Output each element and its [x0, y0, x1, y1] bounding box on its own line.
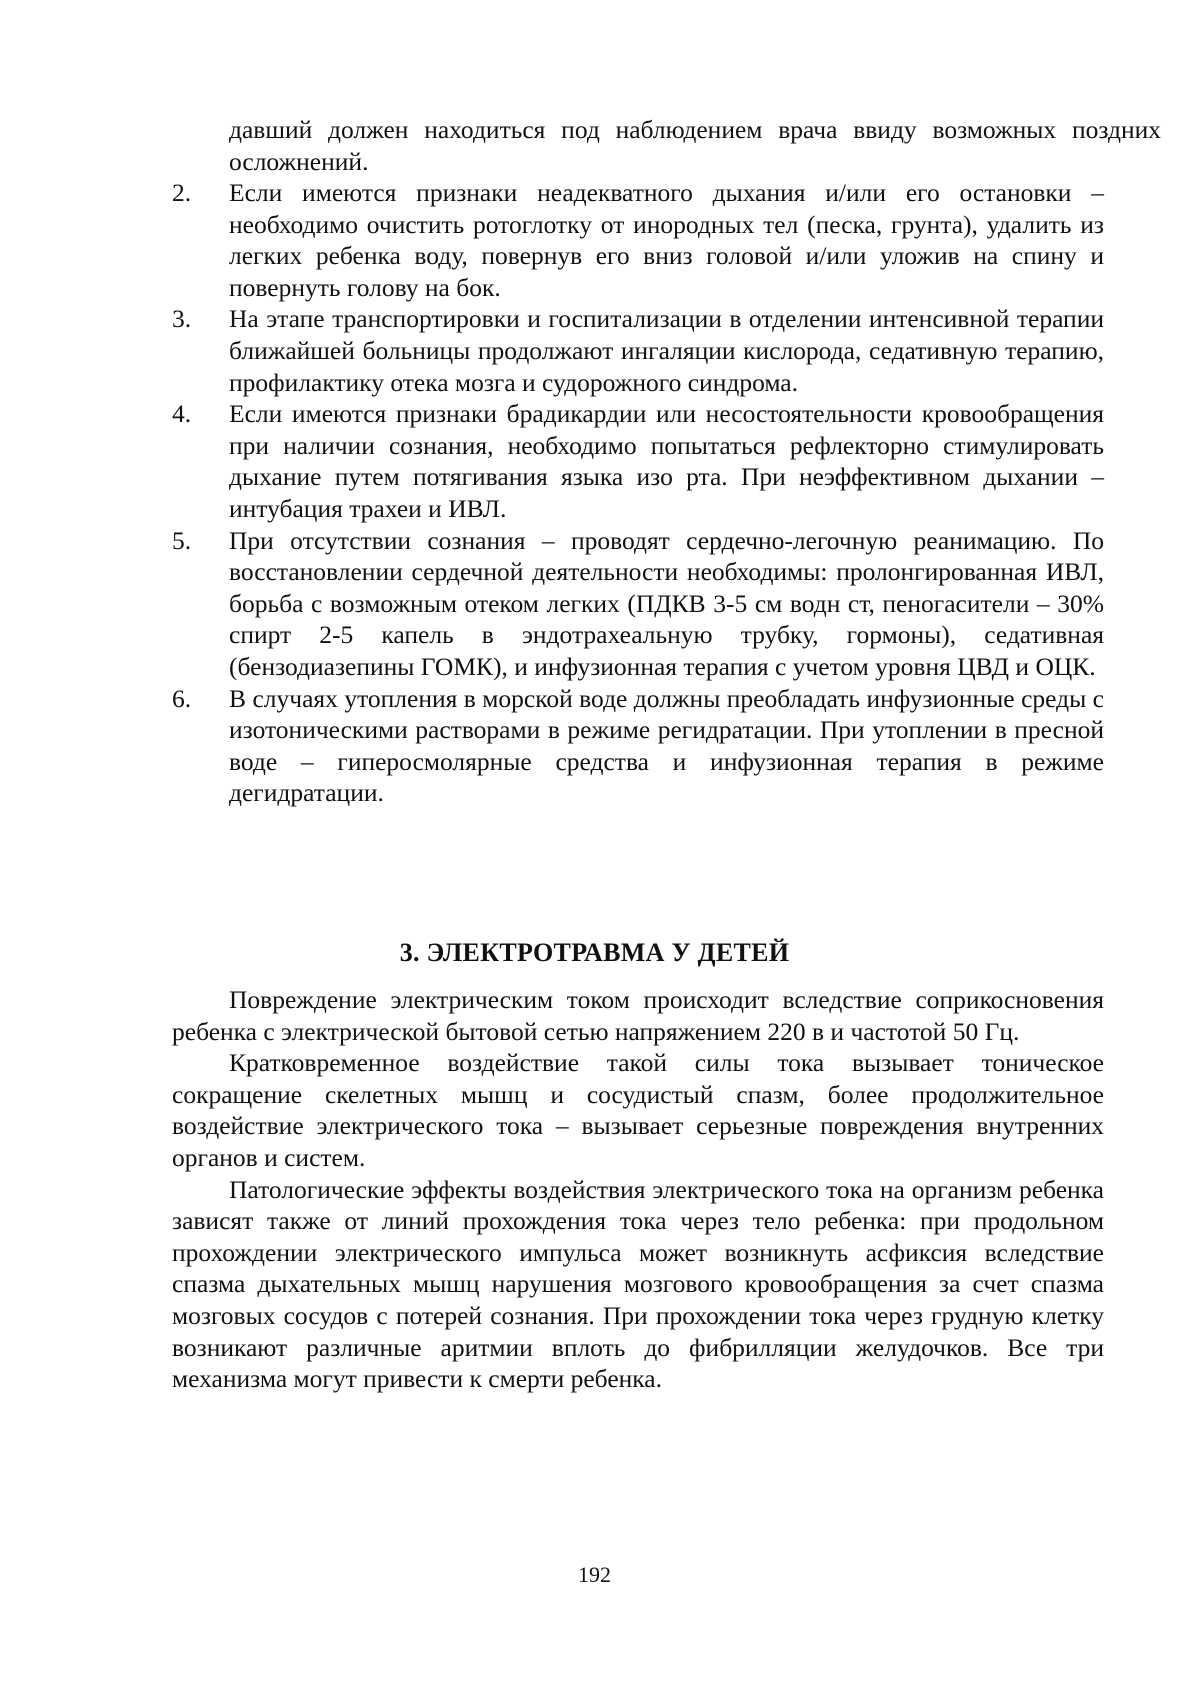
- list-item-text: Если имеются признаки брадикардии или несостоятельности кровообращения при наличии сознания, необходимо попытаться рефлекторно стимулировать дыхание путем потягивания языка изо рта. При неэффективном дыхании – интубация трахеи и ИВЛ.: [229, 399, 1104, 523]
- list-item: [172, 177, 1104, 303]
- paragraph: Повреждение электрическим током происходит вследствие соприкосновения ребенка с электрической бытовой сетью напряжением 220 в и частотой 50 Гц.: [172, 985, 1104, 1046]
- list-item: [172, 398, 1104, 524]
- list-item-number: 2.: [172, 178, 192, 207]
- list-item: [172, 303, 1104, 398]
- list-item-text: В случаях утопления в морской воде должны преобладать инфузионные среды с изотоническими растворами в режиме регидратации. При утоплении в пресной воде – гиперосмолярные средства и инфузионная терапия в режиме дегидратации.: [229, 683, 1104, 808]
- list-item-text: На этапе транспортировки и госпитализации в отделении интенсивной терапии ближайшей больницы продолжают ингаляции кислорода, седативную терапию, профилактику отека мозга и судорожного синдрома.: [229, 304, 1104, 397]
- list-item-text: Если имеются признаки неадекватного дыхания и/или его остановки – необходимо очистить ротоглотку от инородных тел (песка, грунта), удалить из легких ребенка воду, повернув его вниз головой и/или уложив на спину и повернуть голову на бок.: [229, 178, 1104, 302]
- paragraph: Кратковременное воздействие такой силы тока вызывает тоническое сокращение скелетных мышц и сосудистый спазм, более продолжительное воздействие электрического тока – вызывает серьезные повреждения внутренних органов и систем.: [172, 1048, 1104, 1172]
- list-item-number: 4.: [172, 399, 192, 429]
- section-heading: 3. ЭЛЕКТРОТРАВМА У ДЕТЕЙ: [399, 937, 790, 967]
- paragraph: Патологические эффекты воздействия электрического тока на организм ребенка зависят также от линий прохождения тока через тело ребенка: при продольном прохождении электрического импульса может возникнуть асфиксия вследствие спазма дыхательных мышц нарушения мозгового кровообращения за счет спазма мозговых сосудов с потерей сознания. При прохождении тока через грудную клетку возникают различные аритмии вплоть до фибрилляции желудочков. Все три механизма могут привести к смерти ребенка.: [172, 1174, 1104, 1394]
- list-item-number: 3.: [172, 304, 192, 334]
- list-item-number: 5.: [172, 525, 192, 555]
- page-number: 192: [578, 1562, 611, 1587]
- list-item: [172, 525, 1104, 683]
- list-item-number: 6.: [172, 683, 192, 713]
- section-body: [172, 984, 1104, 1395]
- numbered-list: [172, 177, 1104, 809]
- list-item-text: При отсутствии сознания – проводят сердечно-легочную реанимацию. По восстановлении сердечной деятельности необходимы: пролонгированная ИВЛ, борьба с возможным отеком легких (ПДКВ 3-5 см водн ст, пеногасители – 30% спирт 2-5 капель в эндотрахеальную трубку, гормоны), седативная (бензодиазепины ГОМК), и инфузионная терапия с учетом уровня ЦВД и ОЦК.: [229, 525, 1104, 681]
- continuation-text: давший должен находиться под наблюдением врача ввиду возможных поздних осложнений.: [229, 115, 1161, 176]
- list-item: [172, 683, 1104, 809]
